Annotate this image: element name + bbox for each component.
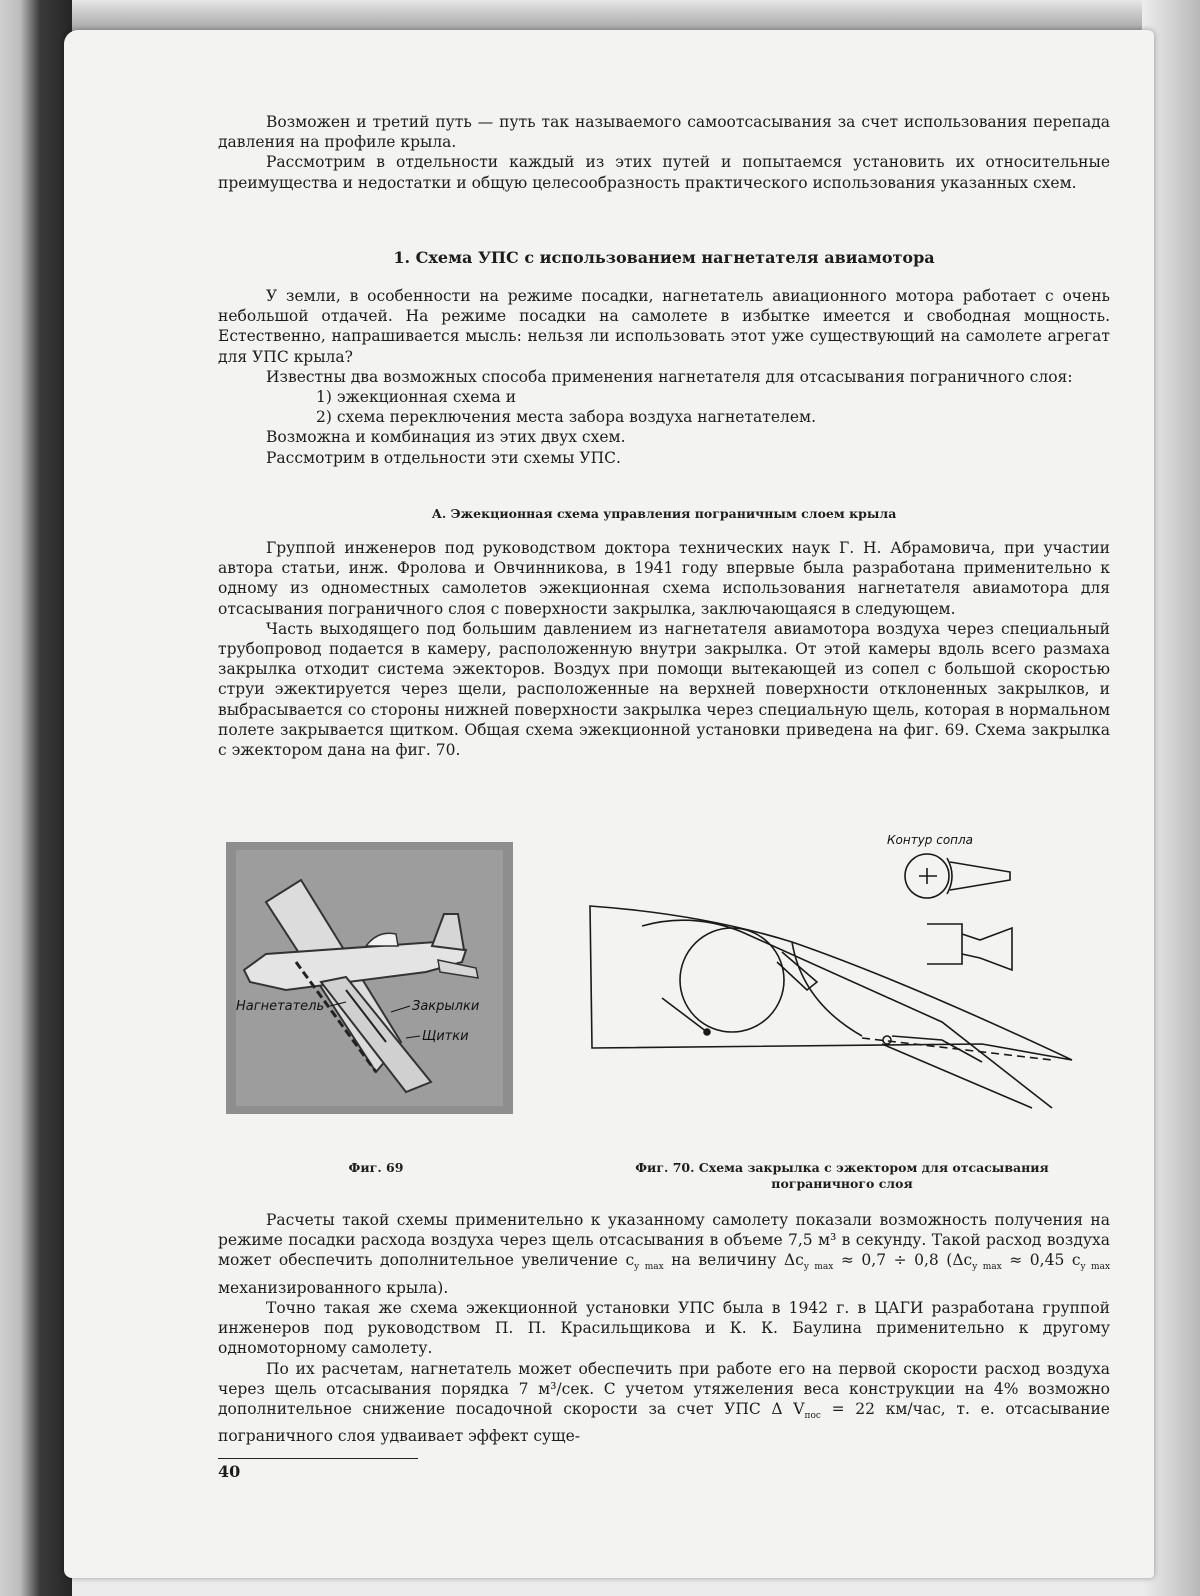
paragraph: Возможна и комбинация из этих двух схем. <box>266 428 626 447</box>
paragraph: Группой инженеров под руководством доктора технических наук Г. Н. Абрамовича, при участии автора статьи, инж. Фролова и Овчинникова, в 1941 году впервые была разработана применительно к одному из одноместных самолетов эжекционная схема использования нагнетателя авиамотора для отсасывания пограничного слоя с поверхности закрылка, заключающаяся в следующем. <box>218 539 1110 618</box>
paragraph: Часть выходящего под большим давлением из нагнетателя авиамотора воздуха через специальный трубопровод подается в камеру, расположенную внутри закрылка. От этой камеры вдоль всего размаха закрылка отходит система эжекторов. Воздух при помощи вытекающей из сопел с большой скоростью струи эжектируется через щели, расположенные на верхней поверхности отклоненных закрылков, и выбрасывается со стороны нижней поверхности закрылка через специальную щель, которая в нормальном полете закрывается щитком. Общая схема эжекционной установки приведена на фиг. 69. Схема закрылка с эжектором дана на фиг. 70. <box>218 619 1110 760</box>
paragraph: Известны два возможных способа применения нагнетателя для отсасывания пограничного слоя: <box>266 367 1073 386</box>
list-item: 2) схема переключения места забора воздуха нагнетателем. <box>316 408 817 427</box>
section-heading: 1. Схема УПС с использованием нагнетателя авиамотора <box>393 248 935 267</box>
paragraph: По их расчетам, нагнетатель может обеспечить при работе его на первой скорости расход воздуха через щель отсасывания порядка 7 м³/сек. С учетом утяжеления веса конструкции на 4% возможно дополнительное снижение посадочной скорости за счет УПС Δ $V_{пос} = 22$ км/час, т. е. отсасывание пограничного слоя удваивает эффект суще- <box>218 1359 1110 1446</box>
paragraph: Возможен и третий путь — путь так называемого самоотсасывания за счет использования перепада давления на профиле крыла. <box>218 113 1110 152</box>
paragraph: Рассмотрим в отдельности каждый из этих путей и попытаемся установить их относительные преимущества и недостатки и общую целесообразность практического использования указанных схем. <box>218 153 1110 192</box>
caption-line: пограничного слоя <box>771 1176 913 1191</box>
paragraph: У земли, в особенности на режиме посадки, нагнетатель авиационного мотора работает с очень небольшой отдачей. На режиме посадки на самолете в избытке имеется и свободная мощность. Естественно, напрашивается мысль: нельзя ли использовать этот уже существующий на самолете агрегат для УПС крыла? <box>218 287 1110 366</box>
figure-69-caption: Фиг. 69 <box>348 1160 404 1175</box>
subsection-text <box>218 538 1110 760</box>
label-nozzle-contour: Контур сопла <box>887 833 974 847</box>
label-supercharger: Нагнетатель <box>236 999 325 1014</box>
list-item: 1) эжекционная схема и <box>316 388 517 407</box>
page-number: 40 <box>218 1462 241 1481</box>
scan-edge-left <box>0 0 72 1596</box>
figure-70-diagram <box>582 832 1102 1132</box>
aircraft-illustration <box>226 842 513 1114</box>
paragraph: Рассмотрим в отдельности эти схемы УПС. <box>266 448 621 467</box>
subsection-heading: А. Эжекционная схема управления пограничным слоем крыла <box>431 506 897 521</box>
paragraph: Точно такая же схема эжекционной установки УПС была в 1942 г. в ЦАГИ разработана группой инженеров под руководством П. П. Красильщикова и К. К. Баулина применительно к другому одномоторному самолету. <box>218 1298 1110 1358</box>
figure-69-photo <box>226 842 513 1114</box>
results-text <box>218 1210 1110 1446</box>
intro-text <box>218 112 1110 193</box>
label-shields: Щитки <box>422 1029 469 1044</box>
figure-70-caption <box>602 1160 1082 1192</box>
paragraph: Расчеты такой схемы применительно к указанному самолету показали возможность получения на режиме посадки расхода воздуха через щель отсасывания в объеме 7,5 м³ в секунду. Такой расход воздуха может обеспечить дополнительное увеличение $c_{y max}$ на величину $\Delta c_{y max} \approx 0,7 \div 0,8$ ($\Delta c_{y max} \approx 0,45$ $c_{y max}$ механизированного крыла). <box>218 1211 1111 1297</box>
label-flaps: Закрылки <box>412 999 480 1014</box>
caption-line: Фиг. 70. Схема закрылка с эжектором для отсасывания <box>635 1160 1049 1175</box>
flap-ejector-diagram <box>582 832 1102 1132</box>
section-text <box>218 286 1110 468</box>
footer-rule <box>218 1458 418 1459</box>
